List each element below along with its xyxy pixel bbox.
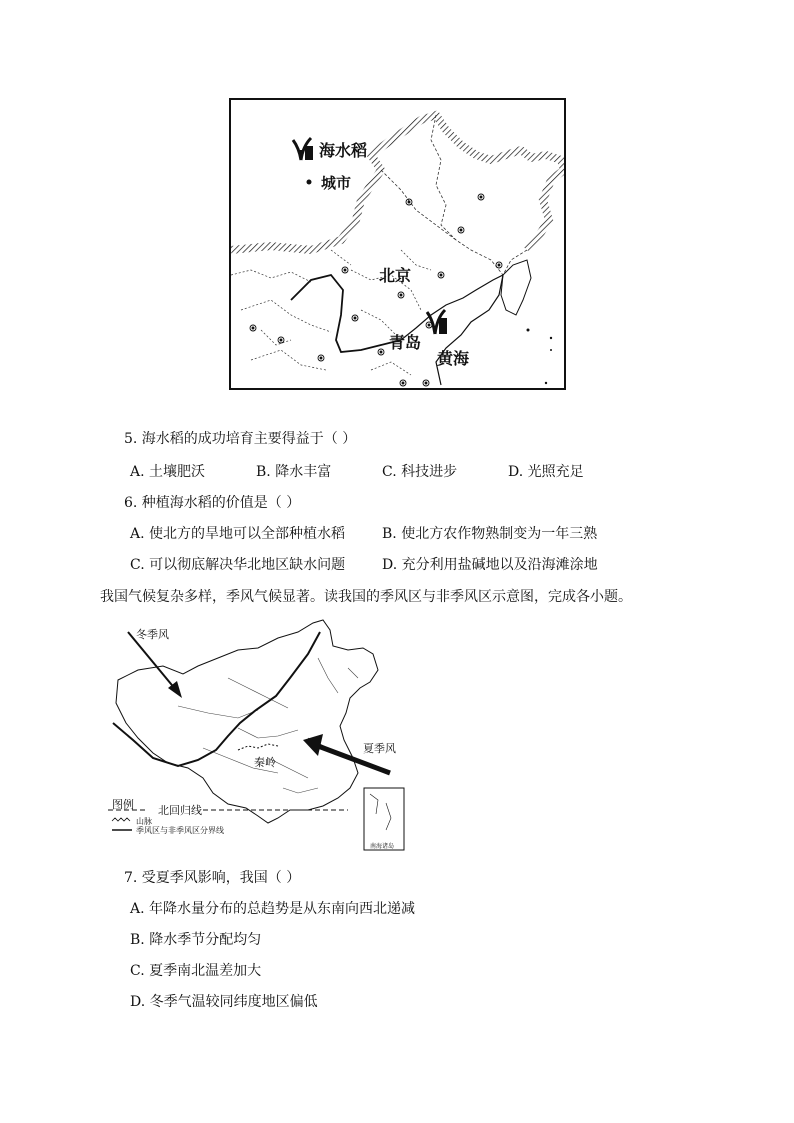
q5-option-c[interactable]: C. 科技进步 (382, 464, 458, 480)
q7-stem: 7. 受夏季风影响，我国（ ） (124, 870, 301, 886)
winter-monsoon-label: 冬季风 (136, 628, 169, 641)
q7-option-b[interactable]: B. 降水季节分配均匀 (130, 932, 262, 948)
q7-option-c[interactable]: C. 夏季南北温差加大 (130, 963, 262, 979)
q6-option-a[interactable]: A. 使北方的旱地可以全部种植水稻 (130, 526, 346, 542)
yellow-sea-label: 黄海 (437, 349, 470, 368)
city-dot-icon (307, 180, 312, 185)
monsoon-map (108, 618, 408, 853)
legend-boundary-label: 季风区与非季风区分界线 (136, 826, 224, 835)
q5-stem: 5. 海水稻的成功培育主要得益于（ ） (124, 431, 357, 447)
tropic-label: 北回归线 (158, 804, 202, 817)
rice-icon (293, 138, 313, 160)
monsoon-map-graphic (108, 618, 408, 853)
beijing-label: 北京 (379, 266, 412, 285)
q7-option-d[interactable]: D. 冬季气温较同纬度地区偏低 (130, 994, 318, 1010)
river-line (291, 275, 401, 352)
q5-option-d[interactable]: D. 光照充足 (508, 464, 584, 480)
section-intro: 我国气候复杂多样，季风气候显著。读我国的季风区与非季风区示意图，完成各小题。 (100, 589, 632, 605)
q5-option-a[interactable]: A. 土壤肥沃 (130, 464, 206, 480)
summer-monsoon-arrow (303, 734, 323, 756)
q7-option-a[interactable]: A. 年降水量分布的总趋势是从东南向西北递减 (130, 901, 416, 917)
q6-option-b[interactable]: B. 使北方农作物熟制变为一年三熟 (382, 526, 598, 542)
sea-rice-map (229, 98, 566, 390)
q6-stem: 6. 种植海水稻的价值是（ ） (124, 495, 301, 511)
legend-mountain-label: 山脉 (136, 817, 152, 826)
summer-monsoon-label: 夏季风 (363, 742, 396, 755)
q6-option-d[interactable]: D. 充分利用盐碱地以及沿海滩涂地 (382, 557, 598, 573)
legend-title: 图例 (112, 798, 134, 811)
q5-option-b[interactable]: B. 降水丰富 (256, 464, 332, 480)
qingdao-label: 青岛 (389, 333, 422, 352)
mountain-legend-icon (112, 818, 130, 821)
qinling-label: 秦岭 (254, 756, 276, 769)
q6-option-c[interactable]: C. 可以彻底解决华北地区缺水问题 (130, 557, 346, 573)
legend-rice-label: 海水稻 (319, 141, 368, 160)
legend-city-label: 城市 (321, 174, 352, 192)
border-hatch (231, 115, 564, 250)
qinling-mountain (238, 744, 278, 750)
inset-label: 南海诸岛 (370, 843, 395, 850)
